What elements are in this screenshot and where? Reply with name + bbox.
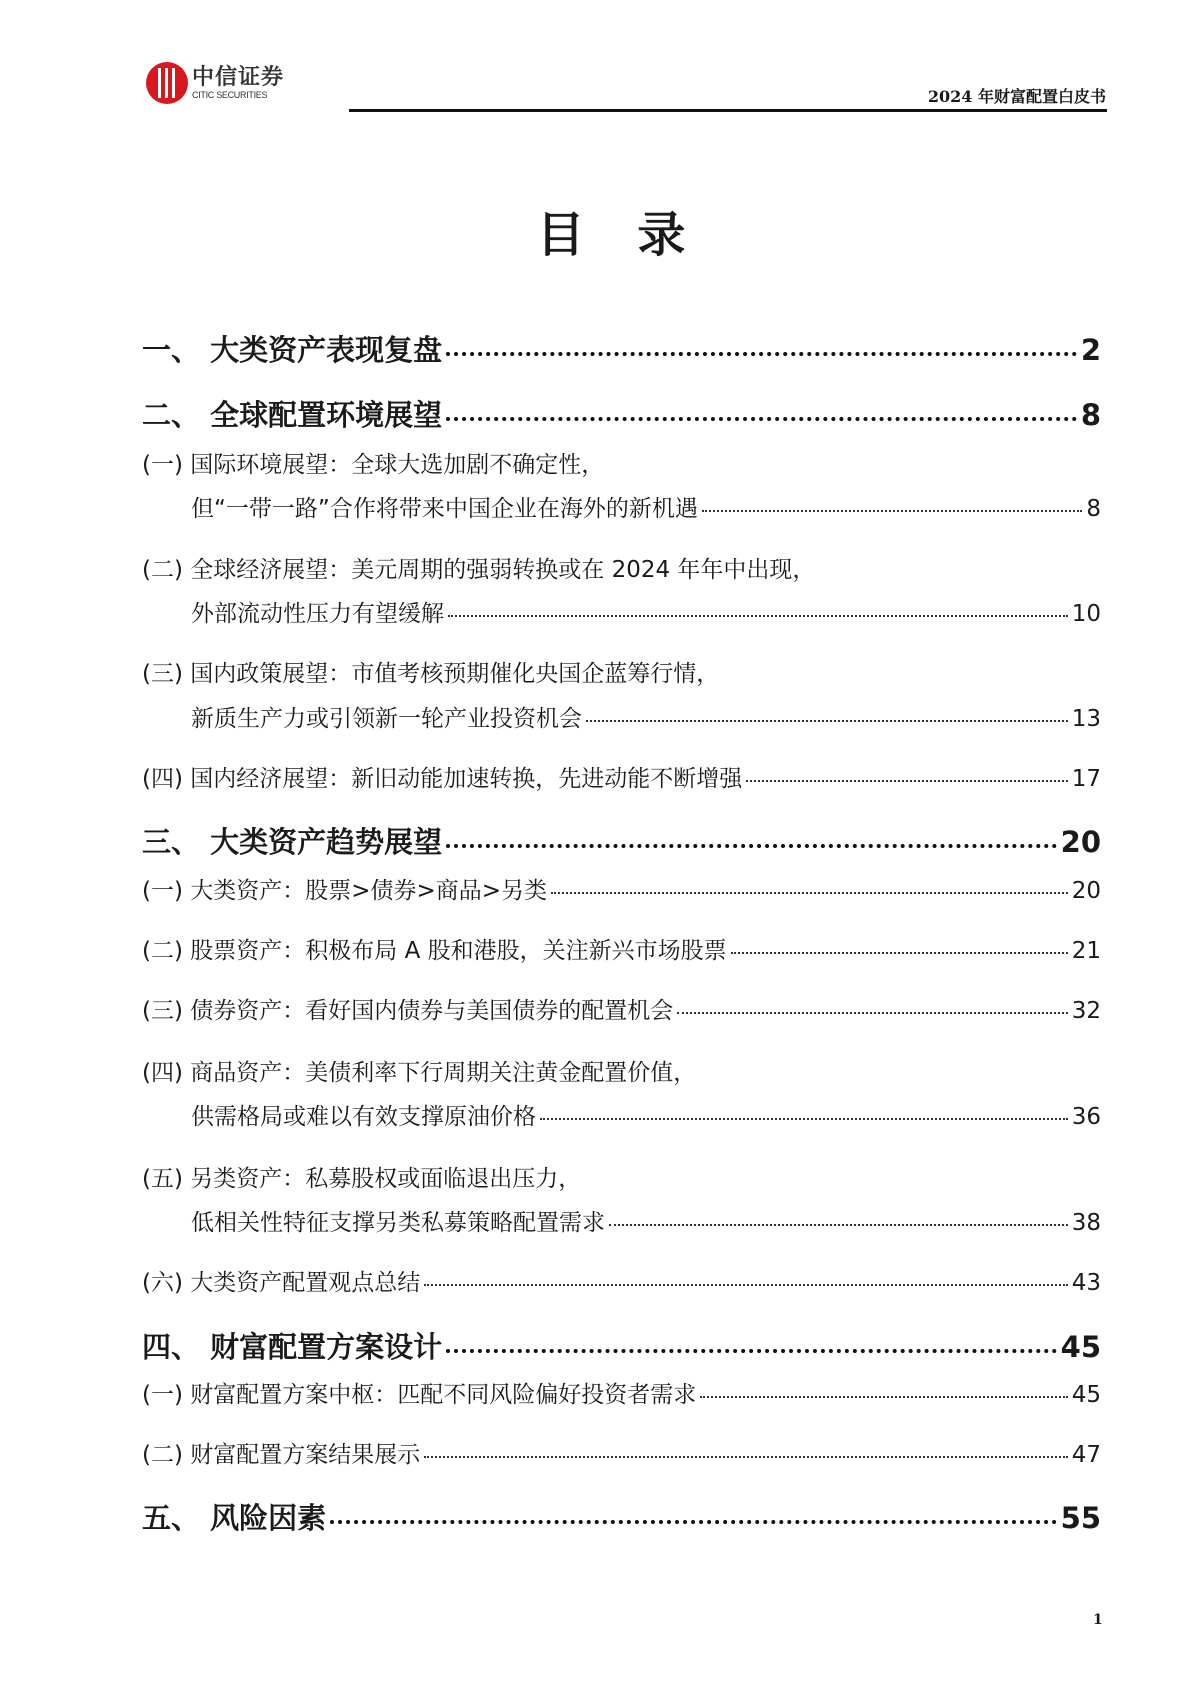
- toc-entry-title: (二) 财富配置方案结果展示: [142, 1442, 421, 1468]
- toc-page: 45: [1071, 1382, 1101, 1408]
- toc-entry-title: 五、 风险因素: [142, 1501, 327, 1535]
- dot-leader: [586, 720, 1068, 722]
- toc-entry-line1[interactable]: (一) 国际环境展望：全球大选加剧不确定性，: [142, 452, 605, 478]
- toc-entry-title: 三、 大类资产趋势展望: [142, 825, 443, 859]
- toc-entry-title: 四、 财富配置方案设计: [142, 1330, 443, 1364]
- dot-leader: [677, 1012, 1067, 1014]
- dot-leader: [446, 1349, 1057, 1353]
- toc-page: 32: [1071, 998, 1101, 1024]
- toc-entry[interactable]: [142, 1496, 1101, 1537]
- dot-leader: [424, 1284, 1067, 1286]
- citic-logo: [146, 62, 284, 104]
- toc-page: 20: [1071, 878, 1101, 904]
- dot-leader: [731, 952, 1068, 954]
- document-title: 2024 年财富配置白皮书: [927, 87, 1106, 106]
- toc-page: 13: [1071, 706, 1101, 732]
- toc-page: 36: [1071, 1104, 1101, 1130]
- toc-entry[interactable]: [191, 1204, 1101, 1237]
- toc-page: 47: [1071, 1442, 1101, 1468]
- logo-cn: 中信证券: [192, 64, 285, 90]
- toc-entry[interactable]: [142, 760, 1101, 793]
- toc-title: 目 录: [536, 207, 704, 263]
- toc-entry[interactable]: [142, 393, 1101, 434]
- toc-entry[interactable]: [142, 820, 1101, 861]
- toc-page: 10: [1071, 601, 1101, 627]
- page-number: 1: [1093, 1612, 1103, 1628]
- dot-leader: [424, 1456, 1067, 1458]
- toc-entry[interactable]: [142, 1376, 1101, 1409]
- dot-leader: [551, 892, 1068, 894]
- toc-entry-title: (三) 债券资产：看好国内债券与美国债券的配置机会: [142, 998, 674, 1024]
- dot-leader: [609, 1224, 1068, 1226]
- toc-entry-line1[interactable]: (五) 另类资产：私募股权或面临退出压力，: [142, 1166, 582, 1192]
- dot-leader: [446, 417, 1077, 421]
- toc-entry-title: (二) 股票资产：积极布局 A 股和港股，关注新兴市场股票: [142, 938, 727, 964]
- dot-leader: [446, 352, 1077, 356]
- dot-leader: [540, 1118, 1068, 1120]
- toc-page: 17: [1071, 766, 1101, 792]
- toc-entry-title: 外部流动性压力有望缓解: [191, 601, 444, 627]
- dot-leader: [700, 1396, 1067, 1398]
- logo-en: CITIC SECURITIES: [192, 90, 268, 100]
- toc-entry-title: 二、 全球配置环境展望: [142, 398, 443, 432]
- dot-leader: [448, 615, 1068, 617]
- toc-page: 43: [1071, 1270, 1101, 1296]
- toc-entry-title: 低相关性特征支撑另类私募策略配置需求: [191, 1210, 605, 1236]
- toc-entry[interactable]: [142, 1436, 1101, 1469]
- toc-page: 2: [1080, 333, 1101, 367]
- toc-entry-line1[interactable]: (四) 商品资产：美债利率下行周期关注黄金配置价值，: [142, 1060, 697, 1086]
- toc-entry-line1[interactable]: (二) 全球经济展望：美元周期的强弱转换或在 2024 年年中出现，: [142, 557, 816, 583]
- toc-entry-title: 但“一带一路”合作将带来中国企业在海外的新机遇: [191, 496, 698, 522]
- dot-leader: [702, 510, 1083, 512]
- toc-entry-title: (一) 大类资产：股票>债券>商品>另类: [142, 878, 548, 904]
- dot-leader: [746, 780, 1067, 782]
- toc-entry[interactable]: [142, 1325, 1101, 1366]
- toc-entry[interactable]: [191, 1098, 1101, 1131]
- toc-entry[interactable]: [142, 992, 1101, 1025]
- toc-page: 45: [1060, 1330, 1101, 1364]
- toc-page: 55: [1060, 1501, 1101, 1535]
- toc-entry-title: (六) 大类资产配置观点总结: [142, 1270, 421, 1296]
- toc-entry-title: (四) 国内经济展望：新旧动能加速转换，先进动能不断增强: [142, 766, 743, 792]
- toc-page: 8: [1080, 398, 1101, 432]
- header-divider: [349, 109, 1107, 112]
- toc-page: 38: [1071, 1210, 1101, 1236]
- toc-entry[interactable]: [142, 932, 1101, 965]
- toc-entry[interactable]: [191, 490, 1101, 523]
- toc-entry-title: (一) 财富配置方案中枢：匹配不同风险偏好投资者需求: [142, 1382, 697, 1408]
- dot-leader: [330, 1520, 1057, 1524]
- toc-page: 20: [1060, 825, 1101, 859]
- dot-leader: [446, 844, 1057, 848]
- toc-page: 8: [1086, 496, 1101, 522]
- toc-entry-title: 供需格局或难以有效支撑原油价格: [191, 1104, 536, 1130]
- citic-logo-icon: [146, 62, 188, 104]
- toc-entry[interactable]: [142, 1264, 1101, 1297]
- toc-entry[interactable]: [142, 328, 1101, 369]
- toc-entry-title: 一、 大类资产表现复盘: [142, 333, 443, 367]
- toc-entry[interactable]: [191, 595, 1101, 628]
- toc-entry-line1[interactable]: (三) 国内政策展望：市值考核预期催化央国企蓝筹行情，: [142, 661, 720, 687]
- toc-entry[interactable]: [142, 872, 1101, 905]
- toc-entry[interactable]: [191, 700, 1101, 733]
- toc-entry-title: 新质生产力或引领新一轮产业投资机会: [191, 706, 582, 732]
- toc-page: 21: [1071, 938, 1101, 964]
